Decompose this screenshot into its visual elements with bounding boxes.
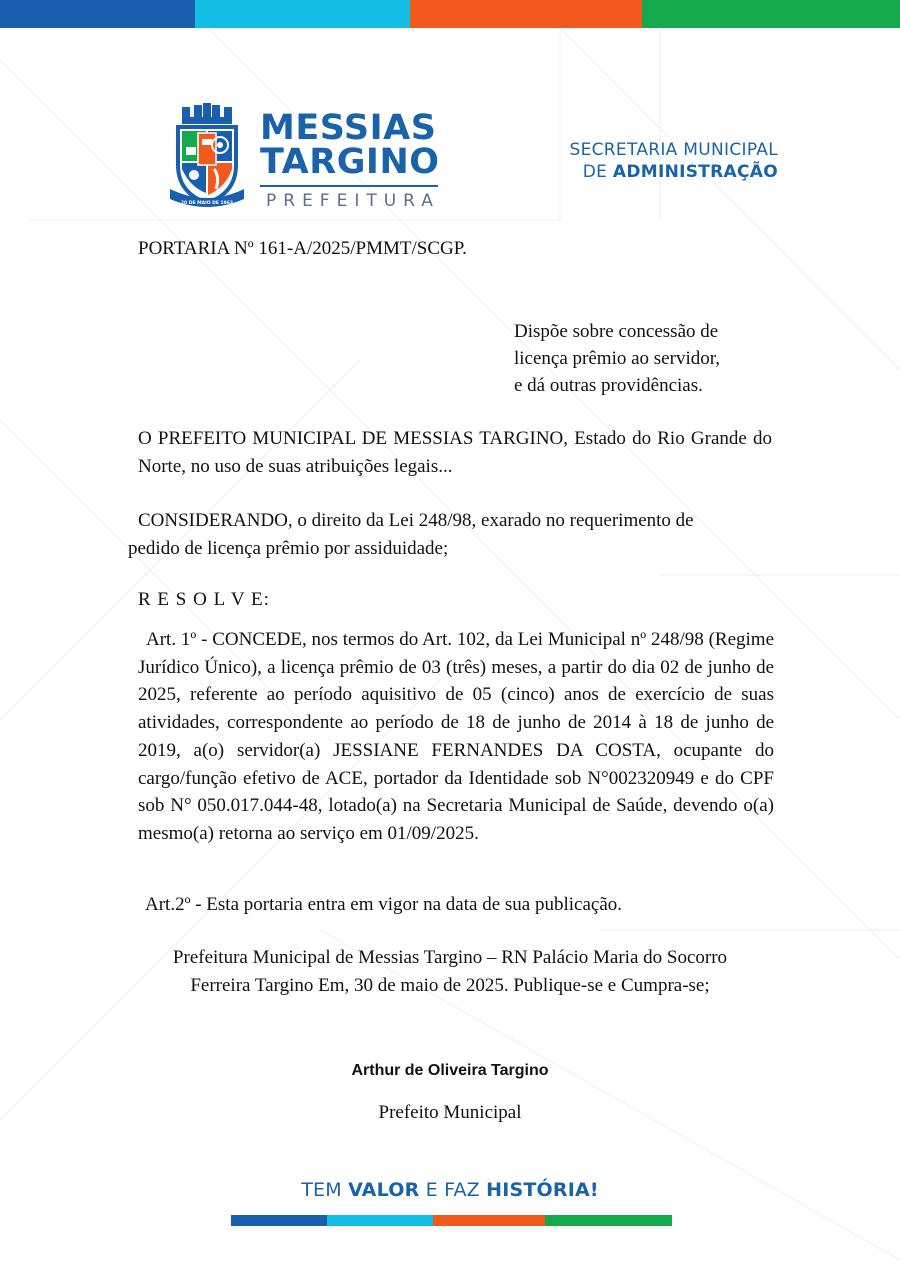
letterhead bbox=[168, 103, 778, 215]
article-2: Art.2º - Esta portaria entra em vigor na data de sua publicação. bbox=[145, 894, 623, 915]
ementa-line: licença prêmio ao servidor, bbox=[514, 348, 721, 369]
bottom-bar-orange bbox=[433, 1215, 545, 1226]
closing-statement bbox=[130, 944, 770, 1000]
ementa-line: Dispõe sobre concessão de bbox=[514, 321, 719, 342]
brand-divider bbox=[260, 185, 438, 187]
resolve-heading: R E S O L V E: bbox=[138, 589, 270, 610]
signer-name: Arthur de Oliveira Targino bbox=[351, 1062, 549, 1079]
slogan-part: HISTÓRIA! bbox=[486, 1179, 599, 1201]
crest-banner-text: 20 DE MAIO DE 1963 bbox=[180, 201, 234, 206]
slogan-part: E FAZ bbox=[419, 1179, 487, 1201]
bottom-bar-green bbox=[545, 1215, 672, 1226]
ementa-line: e dá outras providências. bbox=[514, 375, 703, 396]
slogan-part: VALOR bbox=[348, 1179, 420, 1201]
considerando-first-line: CONSIDERANDO, o direito da Lei 248/98, exarado no requerimento de bbox=[138, 510, 694, 531]
brand-line1: MESSIAS bbox=[260, 108, 437, 148]
signer-role: Prefeito Municipal bbox=[378, 1102, 522, 1123]
considerando-paragraph bbox=[128, 507, 768, 562]
secretaria-line2-bold: ADMINISTRAÇÃO bbox=[612, 162, 778, 182]
coat-of-arms-logo bbox=[168, 103, 246, 211]
closing-line: Ferreira Targino Em, 30 de maio de 2025. Publique-se e Cumpra-se; bbox=[190, 975, 710, 996]
slogan-part: TEM bbox=[301, 1179, 349, 1201]
closing-line: Prefeitura Municipal de Messias Targino – RN Palácio Maria do Socorro bbox=[172, 947, 728, 968]
secretaria-title bbox=[570, 139, 779, 183]
preambulo-paragraph: O PREFEITO MUNICIPAL DE MESSIAS TARGINO, Estado do Rio Grande do Norte, no uso de suas atribuições legais... bbox=[138, 428, 772, 477]
secretaria-line2 bbox=[570, 161, 779, 183]
bottom-color-bar bbox=[231, 1215, 672, 1226]
brand-line2: TARGINO bbox=[260, 142, 440, 182]
ementa bbox=[514, 318, 720, 399]
secretaria-line1: SECRETARIA MUNICIPAL bbox=[569, 140, 778, 160]
bottom-bar-blue bbox=[231, 1215, 327, 1226]
brand-wordmark bbox=[260, 108, 440, 182]
portaria-number: PORTARIA Nº 161-A/2025/PMMT/SCGP. bbox=[138, 238, 467, 259]
considerando-rest: pedido de licença prêmio por assiduidade; bbox=[128, 537, 449, 559]
bottom-bar-cyan bbox=[327, 1215, 433, 1226]
secretaria-line2-prefix: DE bbox=[582, 162, 613, 182]
article-1 bbox=[138, 626, 774, 848]
brand-subtitle: PREFEITURA bbox=[266, 191, 440, 211]
footer-slogan bbox=[0, 1179, 900, 1201]
article-1-text: Art. 1º - CONCEDE, nos termos do Art. 102, da Lei Municipal nº 248/98 (Regime Jurídico Único), a licença prêmio de 03 (três) meses, a partir do dia 02 de junho de 2025, referente ao período aquisitivo de 05 (cinco) anos de exercício de suas atividades, correspondente ao período de 18 de junho de 2014 à 18 de junho de 2019, a(o) servidor(a) JESSIANE FERNANDES DA COSTA, ocupante do cargo/função efetivo de ACE, portador da Identidade sob N°002320949 e do CPF sob N° 050.017.044-48, lotado(a) na Secretaria Municipal de Saúde, devendo o(a) mesmo(a) retorna ao serviço em 01/09/2025. bbox=[138, 629, 774, 844]
